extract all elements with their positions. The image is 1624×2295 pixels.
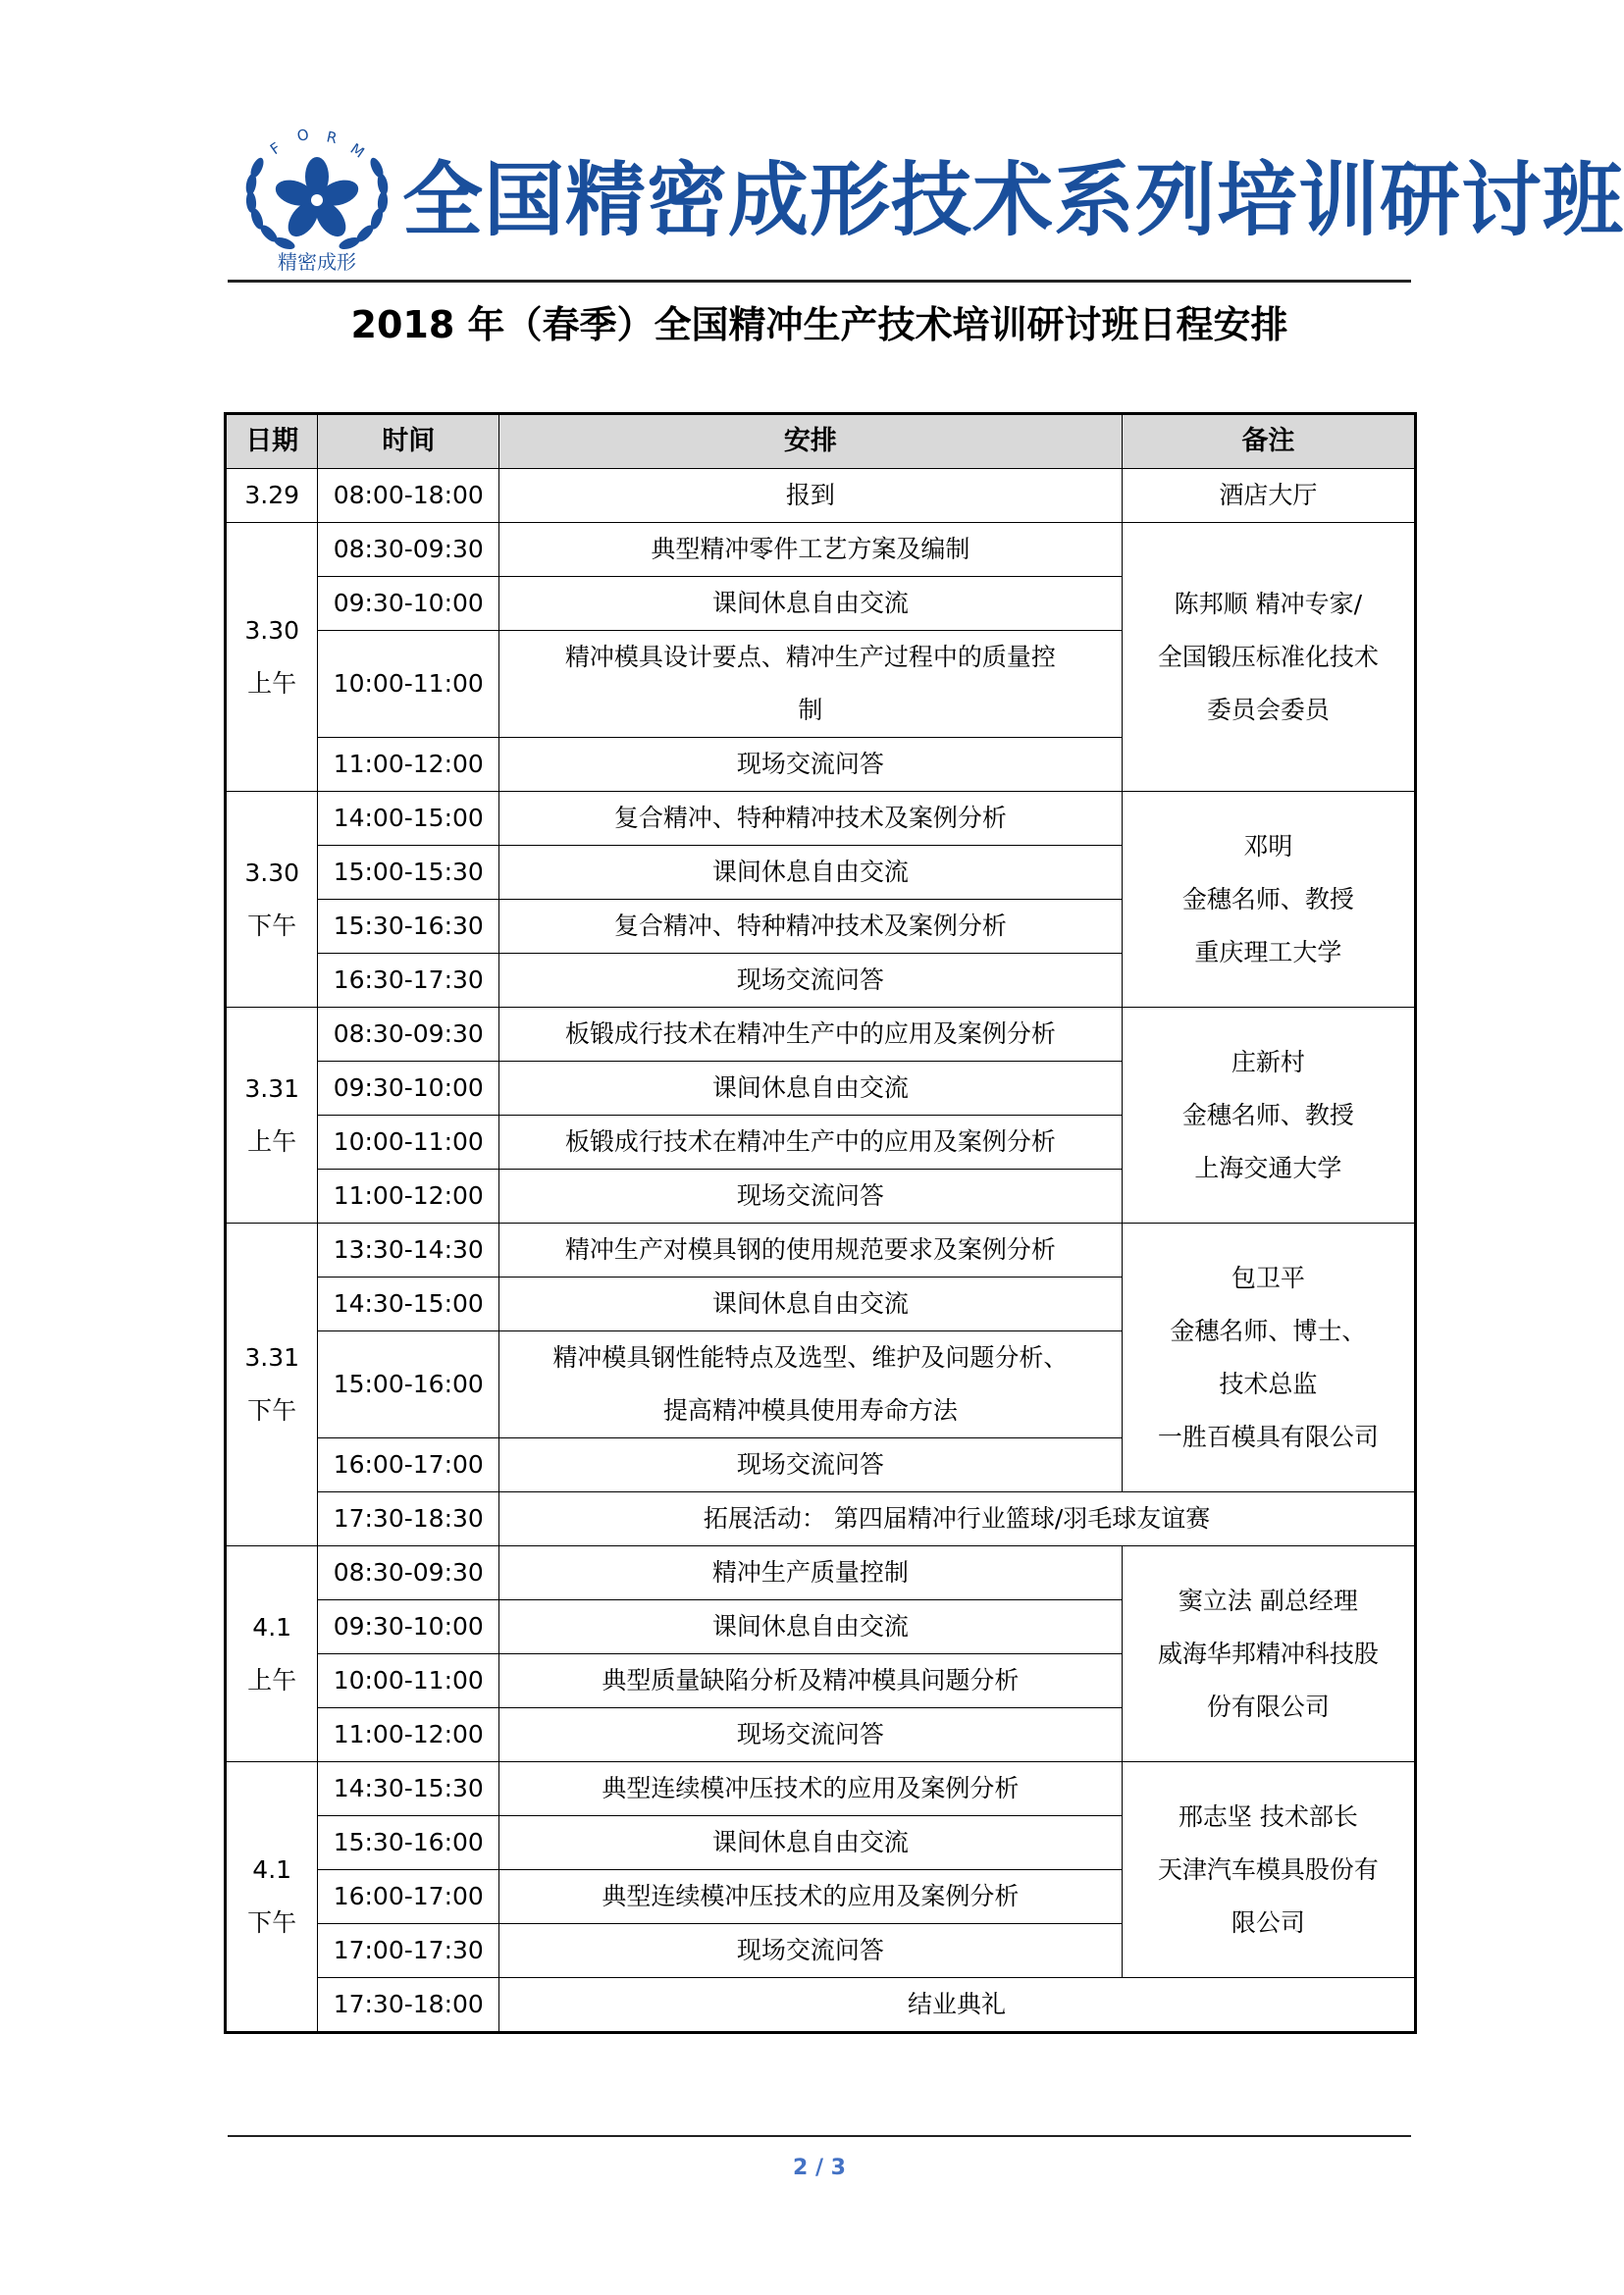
date-label: 3.30 xyxy=(244,615,300,645)
note-line: 金穗名师、博士、 xyxy=(1170,1316,1367,1345)
note-line: 技术总监 xyxy=(1219,1369,1318,1398)
schedule-table xyxy=(224,412,1417,2034)
activity-cell: 现场交流问答 xyxy=(499,954,1123,1008)
time-cell: 11:00-12:00 xyxy=(318,738,499,792)
time-cell: 08:30-09:30 xyxy=(318,1546,499,1600)
note-cell xyxy=(1122,1008,1415,1224)
note-cell xyxy=(1122,792,1415,1008)
activity-cell: 拓展活动： 第四届精冲行业篮球/羽毛球友谊赛 xyxy=(499,1492,1416,1546)
activity-line: 精冲模具设计要点、精冲生产过程中的质量控 xyxy=(564,643,1056,671)
note-line: 重庆理工大学 xyxy=(1194,937,1342,966)
time-cell: 14:00-15:00 xyxy=(318,792,499,846)
date-cell xyxy=(226,1224,318,1546)
logo-emblem-icon xyxy=(237,126,396,273)
note-line: 金穗名师、教授 xyxy=(1181,884,1354,913)
time-cell: 11:00-12:00 xyxy=(318,1170,499,1224)
logo-letter-r: R xyxy=(325,128,340,148)
note-cell xyxy=(1122,523,1415,792)
note-cell xyxy=(1122,1224,1415,1492)
activity-cell: 课间休息自由交流 xyxy=(499,577,1123,631)
banner-title: 全国精密成形技术系列培训研讨班 xyxy=(402,154,1624,247)
activity-cell xyxy=(499,631,1123,738)
note-line: 邢志坚 技术部长 xyxy=(1178,1801,1358,1831)
date-cell xyxy=(226,1762,318,2033)
period-label: 上午 xyxy=(247,1665,297,1695)
activity-cell: 课间休息自由交流 xyxy=(499,1278,1123,1331)
time-cell: 16:00-17:00 xyxy=(318,1870,499,1924)
activity-cell: 典型精冲零件工艺方案及编制 xyxy=(499,523,1123,577)
activity-cell: 复合精冲、特种精冲技术及案例分析 xyxy=(499,792,1123,846)
activity-cell: 典型连续模冲压技术的应用及案例分析 xyxy=(499,1870,1123,1924)
table-row xyxy=(226,792,1416,846)
note-line: 金穗名师、教授 xyxy=(1181,1100,1354,1129)
table-row xyxy=(226,1762,1416,1816)
activity-line: 制 xyxy=(798,696,823,724)
date-cell xyxy=(226,1008,318,1224)
date-label: 3.31 xyxy=(244,1343,300,1372)
period-label: 上午 xyxy=(247,668,297,698)
date-cell xyxy=(226,792,318,1008)
activity-cell: 课间休息自由交流 xyxy=(499,1600,1123,1654)
note-line: 全国锻压标准化技术 xyxy=(1157,642,1379,671)
header-note: 备注 xyxy=(1122,414,1415,469)
table-row xyxy=(226,1546,1416,1600)
time-cell: 13:30-14:30 xyxy=(318,1224,499,1278)
footer-divider xyxy=(228,2135,1411,2137)
time-cell: 14:30-15:00 xyxy=(318,1278,499,1331)
note-line: 上海交通大学 xyxy=(1194,1153,1342,1182)
activity-cell: 现场交流问答 xyxy=(499,1708,1123,1762)
activity-cell: 现场交流问答 xyxy=(499,1924,1123,1978)
logo-letter-o: O xyxy=(295,125,311,145)
note-line: 邓明 xyxy=(1243,831,1293,861)
period-label: 下午 xyxy=(247,911,297,940)
date-cell: 3.29 xyxy=(226,469,318,523)
table-row xyxy=(226,1978,1416,2033)
time-cell: 09:30-10:00 xyxy=(318,1600,499,1654)
time-cell: 09:30-10:00 xyxy=(318,577,499,631)
activity-cell: 典型连续模冲压技术的应用及案例分析 xyxy=(499,1762,1123,1816)
header-time: 时间 xyxy=(318,414,499,469)
activity-cell: 典型质量缺陷分析及精冲模具问题分析 xyxy=(499,1654,1123,1708)
activity-line: 提高精冲模具使用寿命方法 xyxy=(662,1396,958,1425)
note-line: 庄新村 xyxy=(1231,1047,1305,1076)
logo-letter-f: F xyxy=(266,138,285,159)
activity-cell xyxy=(499,1331,1123,1438)
note-line: 份有限公司 xyxy=(1206,1692,1330,1721)
form-logo xyxy=(237,126,396,273)
note-line: 窦立法 副总经理 xyxy=(1178,1586,1358,1615)
table-row xyxy=(226,469,1416,523)
time-cell: 15:30-16:30 xyxy=(318,900,499,954)
activity-cell: 精冲生产对模具钢的使用规范要求及案例分析 xyxy=(499,1224,1123,1278)
date-cell xyxy=(226,1546,318,1762)
header-date: 日期 xyxy=(226,414,318,469)
note-line: 委员会委员 xyxy=(1206,695,1330,724)
time-cell: 16:30-17:30 xyxy=(318,954,499,1008)
note-line: 一胜百模具有限公司 xyxy=(1157,1422,1379,1451)
time-cell: 10:00-11:00 xyxy=(318,631,499,738)
header-activity: 安排 xyxy=(499,414,1123,469)
activity-cell: 报到 xyxy=(499,469,1123,523)
activity-line: 精冲模具钢性能特点及选型、维护及问题分析、 xyxy=(552,1343,1069,1372)
date-cell xyxy=(226,523,318,792)
activity-cell: 复合精冲、特种精冲技术及案例分析 xyxy=(499,900,1123,954)
logo-caption: 精密成形 xyxy=(278,250,356,274)
note-cell xyxy=(1122,1762,1415,1978)
time-cell: 08:30-09:30 xyxy=(318,523,499,577)
time-cell: 11:00-12:00 xyxy=(318,1708,499,1762)
period-label: 上午 xyxy=(247,1126,297,1156)
date-label: 4.1 xyxy=(252,1612,292,1642)
logo-letter-m: M xyxy=(346,139,368,162)
activity-cell: 现场交流问答 xyxy=(499,1170,1123,1224)
time-cell: 08:30-09:30 xyxy=(318,1008,499,1062)
note-line: 包卫平 xyxy=(1231,1263,1305,1292)
time-cell: 14:30-15:30 xyxy=(318,1762,499,1816)
time-cell: 15:00-16:00 xyxy=(318,1331,499,1438)
time-cell: 15:00-15:30 xyxy=(318,846,499,900)
activity-cell: 板锻成行技术在精冲生产中的应用及案例分析 xyxy=(499,1008,1123,1062)
table-header-row xyxy=(226,414,1416,469)
activity-cell: 课间休息自由交流 xyxy=(499,1816,1123,1870)
activity-cell: 精冲生产质量控制 xyxy=(499,1546,1123,1600)
period-label: 下午 xyxy=(247,1396,297,1425)
table-row xyxy=(226,523,1416,577)
time-cell: 10:00-11:00 xyxy=(318,1116,499,1170)
page-number: 2 / 3 xyxy=(793,2156,846,2180)
activity-cell: 现场交流问答 xyxy=(499,738,1123,792)
table-row xyxy=(226,1492,1416,1546)
document-title: 2018 年（春季）全国精冲生产技术培训研讨班日程安排 xyxy=(350,303,1288,346)
date-label: 3.31 xyxy=(244,1073,300,1103)
time-cell: 09:30-10:00 xyxy=(318,1062,499,1116)
activity-cell: 课间休息自由交流 xyxy=(499,1062,1123,1116)
activity-cell: 现场交流问答 xyxy=(499,1438,1123,1492)
activity-cell: 板锻成行技术在精冲生产中的应用及案例分析 xyxy=(499,1116,1123,1170)
time-cell: 10:00-11:00 xyxy=(318,1654,499,1708)
activity-cell: 课间休息自由交流 xyxy=(499,846,1123,900)
time-cell: 17:30-18:00 xyxy=(318,1978,499,2033)
table-row xyxy=(226,1224,1416,1278)
note-line: 威海华邦精冲科技股 xyxy=(1157,1639,1379,1668)
note-cell xyxy=(1122,1546,1415,1762)
table-row xyxy=(226,1008,1416,1062)
time-cell: 17:00-17:30 xyxy=(318,1924,499,1978)
date-label: 3.30 xyxy=(244,858,300,887)
time-cell: 15:30-16:00 xyxy=(318,1816,499,1870)
note-line: 陈邦顺 精冲专家/ xyxy=(1174,589,1363,618)
activity-cell: 结业典礼 xyxy=(499,1978,1416,2033)
time-cell: 08:00-18:00 xyxy=(318,469,499,523)
note-cell: 酒店大厅 xyxy=(1122,469,1415,523)
time-cell: 16:00-17:00 xyxy=(318,1438,499,1492)
header-divider xyxy=(228,280,1411,283)
date-label: 4.1 xyxy=(252,1855,292,1884)
note-line: 天津汽车模具股份有 xyxy=(1157,1854,1379,1884)
period-label: 下午 xyxy=(247,1908,297,1937)
time-cell: 17:30-18:30 xyxy=(318,1492,499,1546)
note-line: 限公司 xyxy=(1231,1907,1305,1937)
